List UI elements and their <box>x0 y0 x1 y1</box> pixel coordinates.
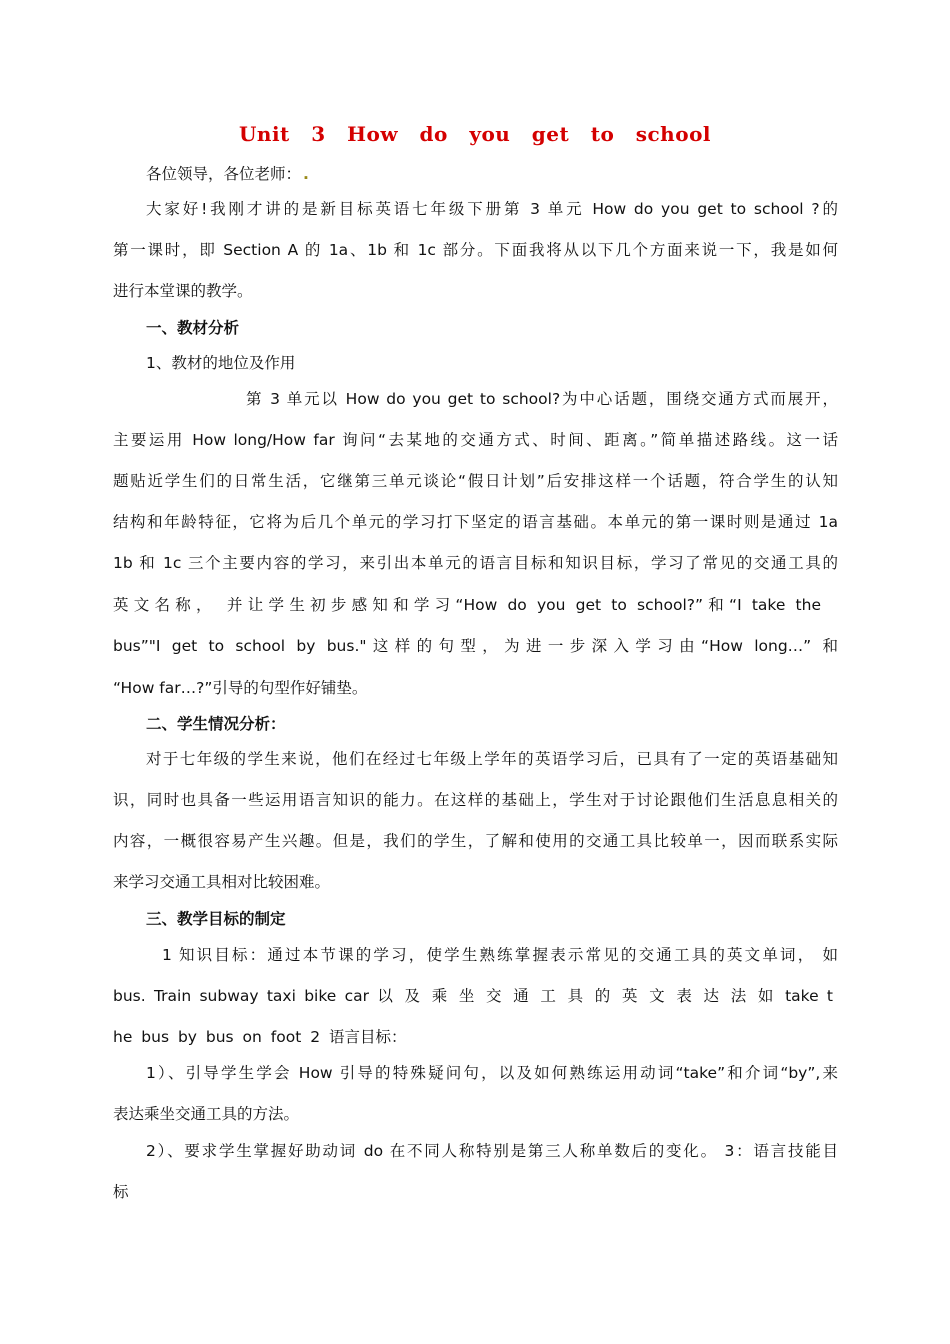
paragraph-line: 1 知识目标：通过本节课的学习，使学生熟练掌握表示常见的交通工具的英文单词， 如 <box>162 946 838 964</box>
paragraph-line: 题贴近学生们的日常生活，它继第三单元谈论“假日计划”后安排这样一个话题，符合学生的认知 <box>113 472 838 490</box>
paragraph-line: 内容，一概很容易产生兴趣。但是，我们的学生，了解和使用的交通工具比较单一，因而联系实际 <box>113 832 838 850</box>
paragraph-line: 进行本堂课的教学。 <box>113 282 253 300</box>
paragraph-line: 识，同时也具备一些运用语言知识的能力。在这样的基础上，学生对于讨论跟他们生活息息相关的 <box>113 791 838 809</box>
paragraph-line: 主要运用 How long/How far 询问“去某地的交通方式、时间、距离。”简单描述路线。这一话 <box>113 431 838 449</box>
subsection-heading: 1、教材的地位及作用 <box>146 354 296 372</box>
greeting-text: 各位领导，各位老师： <box>146 165 302 183</box>
paragraph-line: 2）、要求学生掌握好助动词 do 在不同人称特别是第三人称单数后的变化。 3：语言技能目 <box>146 1142 838 1160</box>
paragraph-line: 大家好!我刚才讲的是新目标英语七年级下册第 3 单元 How do you get to school ?的 <box>146 200 838 218</box>
paragraph-line: 对于七年级的学生来说，他们在经过七年级上学年的英语学习后，已具有了一定的英语基础知 <box>146 750 838 768</box>
section-heading: 一、教材分析 <box>146 319 240 337</box>
paragraph-line: 结构和年龄特征，它将为后几个单元的学习打下坚定的语言基础。本单元的第一课时则是通过 1a <box>113 513 838 531</box>
paragraph-line: “How far…?”引导的句型作好铺垫。 <box>113 679 368 697</box>
page-title: Unit 3 How do you get to school <box>238 122 712 146</box>
greeting-line <box>146 163 309 185</box>
paragraph-line: 1）、引导学生学会 How 引导的特殊疑问句，以及如何熟练运用动词“take”和介词“by”,来 <box>146 1064 838 1082</box>
paragraph-line: bus”"I get to school by bus."这样的句型，为进一步深入学习由“How long…” 和 <box>113 637 838 655</box>
section-heading: 三、教学目标的制定 <box>146 910 286 928</box>
paragraph-line: 标 <box>113 1183 129 1201</box>
paragraph-line: 英文名称， 并让学生初步感知和学习“How do you get to school?”和“I take the <box>113 596 821 614</box>
scan-dot-mark: . <box>303 165 309 183</box>
paragraph-line <box>113 985 833 1007</box>
paragraph-text: bus. Train subway taxi bike car 以 及 乘 坐 交 通 工 具 的 英 文 表 达 法 如 take t <box>113 987 833 1005</box>
paragraph-line: 第一课时，即 Section A 的 1a、1b 和 1c 部分。下面我将从以下几个方面来说一下，我是如何 <box>113 241 838 259</box>
paragraph-line: 第 3 单元以 How do you get to school?为中心话题，围绕交通方式而展开， <box>246 390 838 408</box>
section-heading: 二、学生情况分析： <box>146 715 286 733</box>
paragraph-line: 1b 和 1c 三个主要内容的学习，来引出本单元的语言目标和知识目标，学习了常见的交通工具的 <box>113 554 838 572</box>
paragraph-line: 来学习交通工具相对比较困难。 <box>113 873 331 891</box>
paragraph-line: he bus by bus on foot 2 语言目标： <box>113 1028 407 1046</box>
paragraph-line: 表达乘坐交通工具的方法。 <box>113 1105 300 1123</box>
